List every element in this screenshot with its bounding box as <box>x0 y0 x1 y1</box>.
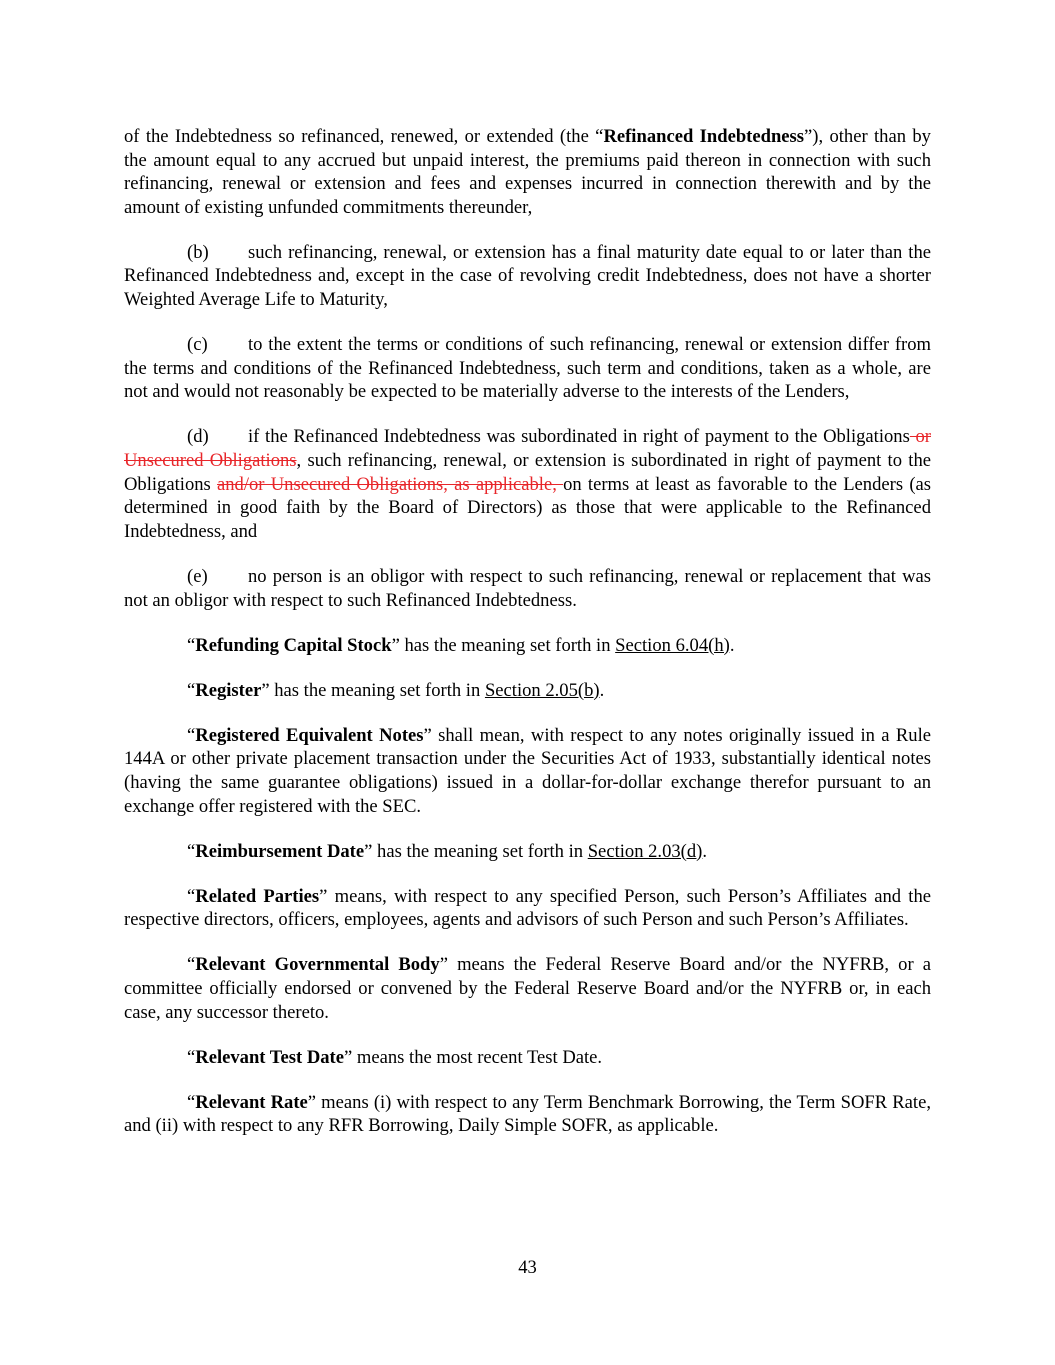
text-segment: such refinancing, renewal, or extension has a final maturity date equal to or later than the Refinanced Indebtedness and, except in the case of revolving credit Indebtedness, does not have a shorter Weighted Average Life to Maturity, <box>124 241 931 311</box>
clause-d <box>124 425 931 543</box>
text-segment: “ <box>187 840 196 862</box>
clause-label: (e) <box>187 565 208 587</box>
text-segment: “ <box>187 885 196 907</box>
text-segment: no person is an obligor with respect to such refinancing, renewal or replacement that was not an obligor with respect to such Refinanced Indebtedness. <box>124 565 931 611</box>
text-segment: , such refinancing, renewal, or extension is subordinated in right of payment to the Obligations <box>124 450 932 495</box>
text-segment: “ <box>187 724 196 746</box>
text-segment: ” means, with respect to any specified Person, such Person’s Affiliates and the respective directors, officers, employees, agents and advisors of such Person and such Person’s Affiliates. <box>124 885 931 931</box>
deleted-text: or Unsecured Obligations <box>124 426 932 472</box>
text-segment: ” means the most recent Test Date. <box>344 1046 603 1068</box>
text-segment: ” has the meaning set forth in <box>364 840 588 862</box>
deleted-text: and/or Unsecured Obligations, as applicable, <box>217 473 564 495</box>
definition-relevant-rate <box>124 1091 931 1138</box>
text-segment: on terms at least as favorable to the Lenders (as determined in good faith by the Board of Directors) as those that were applicable to the Refinanced Indebtedness, and <box>124 473 931 542</box>
text-segment: ” shall mean, with respect to any notes originally issued in a Rule 144A or other private placement transaction under the Securities Act of 1933, substantially identical notes (having the same guarantee obligations) issued in a dollar-for-dollar exchange therefor pursuant to an exchange offer registered with the SEC. <box>124 724 931 817</box>
text-segment: ” has the meaning set forth in <box>261 679 485 701</box>
document-page <box>124 125 931 1160</box>
section-reference-link[interactable]: Section 6.04(h) <box>615 634 730 656</box>
text-segment: ”), other than by the amount equal to any accrued but unpaid interest, the premiums paid thereon in connection with such refinancing, renewal or extension and fees and expenses incurred in connection therewith and by the amount of existing unfunded commitments thereunder, <box>124 126 931 218</box>
section-reference-link[interactable]: Section 2.05(b) <box>484 679 600 701</box>
defined-term: Registered Equivalent Notes <box>195 724 424 746</box>
defined-term: Refunding Capital Stock <box>195 634 392 656</box>
defined-term: Refinanced Indebtedness <box>603 126 805 147</box>
text-segment: . <box>702 840 708 862</box>
definition-relevant-test-date <box>124 1046 931 1070</box>
definition-refunding-capital-stock <box>124 634 931 658</box>
defined-term: Related Parties <box>195 885 320 907</box>
definition-reimbursement-date <box>124 840 931 864</box>
text-segment: ” means (i) with respect to any Term Benchmark Borrowing, the Term SOFR Rate, and (ii) with respect to any RFR Borrowing, Daily Simple SOFR, as applicable. <box>124 1091 931 1137</box>
text-segment: “ <box>187 954 196 976</box>
section-reference-link[interactable]: Section 2.03(d) <box>587 840 703 862</box>
clause-c <box>124 333 931 404</box>
defined-term: Reimbursement Date <box>195 840 365 862</box>
text-segment: “ <box>187 1046 196 1068</box>
continuation-paragraph <box>124 125 931 219</box>
text-segment: . <box>599 679 605 701</box>
text-segment: of the Indebtedness so refinanced, renewed, or extended (the “ <box>124 126 604 147</box>
text-segment: ” has the meaning set forth in <box>391 634 616 656</box>
text-segment: if the Refinanced Indebtedness was subordinated in right of payment to the Obligations <box>248 426 910 448</box>
definition-relevant-governmental-body <box>124 953 931 1024</box>
clause-e <box>124 565 931 612</box>
text-segment: . <box>729 634 735 656</box>
text-segment: “ <box>187 679 196 701</box>
text-segment: ” means the Federal Reserve Board and/or the NYFRB, or a committee officially endorsed or convened by the Federal Reserve Board and/or the NYFRB or, in each case, any successor thereto. <box>124 954 932 1023</box>
clause-label: (d) <box>187 426 209 448</box>
defined-term: Relevant Test Date <box>195 1046 344 1068</box>
definition-registered-equivalent-notes <box>124 724 931 818</box>
text-segment: to the extent the terms or conditions of such refinancing, renewal or extension differ from the terms and conditions of the Refinanced Indebtedness, such term and conditions, taken as a whole, are not and would not reasonably be expected to be materially adverse to the interests of the Lenders, <box>124 334 931 403</box>
defined-term: Relevant Governmental Body <box>195 954 440 976</box>
page-number: 43 <box>518 1257 537 1278</box>
text-segment: “ <box>187 1091 196 1113</box>
clause-label: (c) <box>187 334 208 356</box>
definition-related-parties <box>124 885 931 932</box>
clause-label: (b) <box>187 241 209 263</box>
defined-term: Relevant Rate <box>195 1091 308 1113</box>
defined-term: Register <box>195 679 262 701</box>
text-segment: “ <box>187 634 196 656</box>
definition-register <box>124 679 931 703</box>
clause-b <box>124 241 931 312</box>
